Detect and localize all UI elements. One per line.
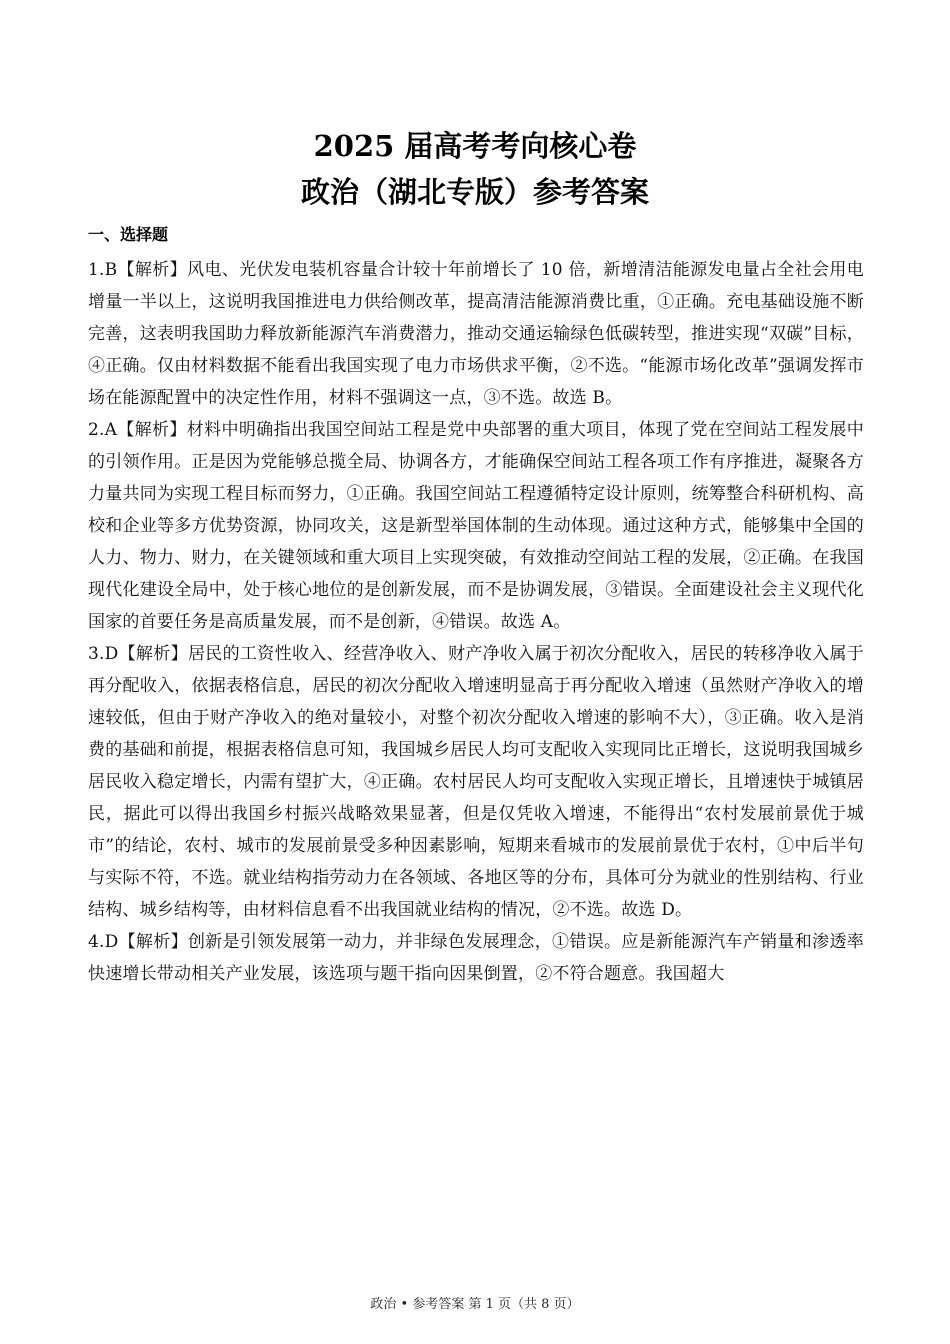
answer-1: 1.B【解析】风电、光伏发电装机容量合计较十年前增长了 10 倍，新增清洁能源发电量占全社会用电增量一半以上，这说明我国推进电力供给侧改革，提高清洁能源消费比重，①正确。充电基础设施不断完善，这表明我国助力释放新能源汽车消费潜力，推动交通运输绿色低碳转型，推进实现“双碳”目标，④正确。仅由材料数据不能看出我国实现了电力市场供求平衡，②不选。“能源市场化改革”强调发挥市场在能源配置中的决定性作用，材料不强调这一点，③不选。故选 B。	[88, 260, 864, 408]
page-footer: 政治 • 参考答案 第 1 页（共 8 页）	[370, 1297, 580, 1312]
answer-4: 4.D【解析】创新是引领发展第一动力，并非绿色发展理念，①错误。应是新能源汽车产销量和渗透率快速增长带动相关产业发展，该选项与题干指向因果倒置，②不符合题意。我国超大	[88, 932, 864, 984]
answer-list	[88, 254, 864, 990]
answer-3: 3.D【解析】居民的工资性收入、经营净收入、财产净收入属于初次分配收入，居民的转移净收入属于再分配收入，依据表格信息，居民的初次分配收入增速明显高于再分配收入增速（虽然财产净收入的增速较低，但由于财产净收入的绝对量较小，对整个初次分配收入增速的影响不大），③正确。收入是消费的基础和前提，根据表格信息可知，我国城乡居民人均可支配收入实现同比正增长，这说明我国城乡居民收入稳定增长，内需有望扩大，④正确。农村居民人均可支配收入实现正增长，且增速快于城镇居民，据此可以得出我国乡村振兴战略效果显著，但是仅凭收入增速，不能得出“农村发展前景优于城市”的结论，农村、城市的发展前景受多种因素影响，短期来看城市的发展前景优于农村，①中后半句与实际不符，不选。就业结构指劳动力在各领域、各地区等的分布，具体可分为就业的性别结构、行业结构、城乡结构等，由材料信息看不出我国就业结构的情况，②不选。故选 D。	[88, 644, 864, 920]
section-heading: 一、选择题	[88, 225, 169, 244]
answer-2: 2.A【解析】材料中明确指出我国空间站工程是党中央部署的重大项目，体现了党在空间站工程发展中的引领作用。正是因为党能够总揽全局、协调各方，才能确保空间站工程各项工作有序推进，凝聚各方力量共同为实现工程目标而努力，①正确。我国空间站工程遵循特定设计原则，统筹整合科研机构、高校和企业等多方优势资源，协同攻关，这是新型举国体制的生动体现。通过这种方式，能够集中全国的人力、物力、财力，在关键领域和重大项目上实现突破，有效推动空间站工程的发展，②正确。在我国现代化建设全局中，处于核心地位的是创新发展，而不是协调发展，③错误。全面建设社会主义现代化国家的首要任务是高质量发展，而不是创新，④错误。故选 A。	[88, 420, 864, 632]
document-subtitle: 政治（湖北专版）参考答案	[300, 175, 649, 209]
document-title: 2025 届高考考向核心卷	[313, 129, 637, 163]
